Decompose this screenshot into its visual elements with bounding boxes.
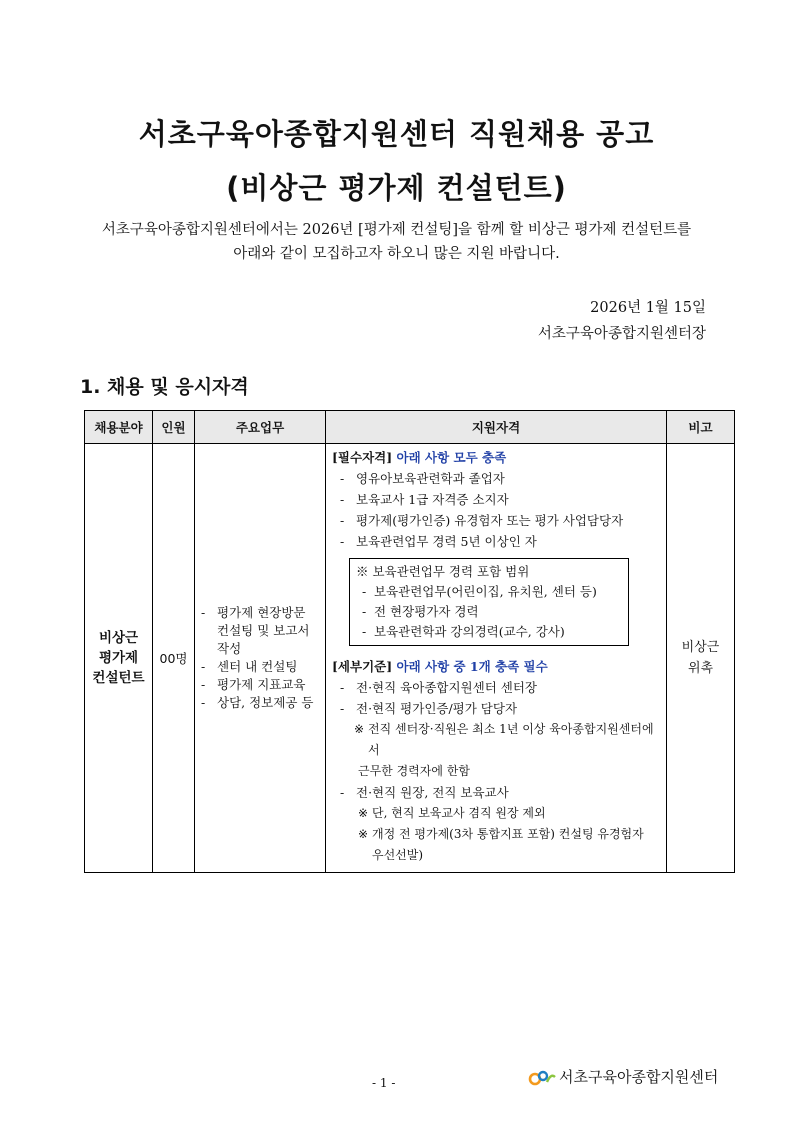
cell-field: [85, 444, 153, 873]
experience-scope-box: [349, 558, 629, 646]
cell-duties: [195, 444, 326, 873]
intro-line: 서초구육아종합지원센터에서는 2026년 [평가제 컨설팅]을 함께 할 비상근 평가제 컨설턴트를: [101, 222, 692, 238]
footer-org-name: 서초구육아종합지원센터: [559, 1068, 719, 1086]
note-line: 위촉: [687, 661, 714, 676]
list-item: - 전·현직 평가인증/평가 담당자: [340, 701, 518, 716]
cell-count: 00명: [153, 444, 195, 873]
table-header-row: [85, 411, 735, 444]
list-item: - 보육관련업무 경력 5년 이상인 자: [340, 534, 537, 549]
header-field: 채용분야: [85, 411, 153, 444]
duty-item: - 상담, 정보제공 등: [201, 695, 314, 710]
signer: 서초구육아종합지원센터장: [537, 326, 706, 342]
page-number: - 1 -: [372, 1076, 396, 1090]
announcement-date: 2026년 1월 15일: [590, 300, 706, 316]
duty-item: - 센터 내 컨설팅: [201, 659, 298, 674]
header-qualifications: 지원자격: [326, 411, 667, 444]
list-item: - 전 현장평가자 경력: [362, 604, 479, 619]
field-line: 컨설턴트: [92, 670, 145, 686]
header-count: 인원: [153, 411, 195, 444]
required-heading: [필수자격] 아래 사항 모두 충족: [332, 450, 507, 465]
field-line: 비상근: [98, 630, 139, 646]
list-item: - 보육관련학과 강의경력(교수, 강사): [362, 624, 565, 639]
table-row: [85, 444, 735, 873]
duty-item: - 평가제 현장방문 컨설팅 및 보고서 작성: [201, 605, 310, 656]
section-title: 1. 채용 및 응시자격: [80, 376, 249, 398]
footnote: ※ 개정 전 평가제(3차 통합지표 포함) 컨설팅 유경험자 우선선발): [358, 827, 644, 862]
box-heading: ※ 보육관련업무 경력 포함 범위: [356, 564, 530, 579]
page-subtitle: (비상근 평가제 컨설턴트): [226, 171, 567, 205]
list-item: - 평가제(평가인증) 유경험자 또는 평가 사업담당자: [340, 513, 624, 528]
detail-heading: [세부기준] 아래 사항 중 1개 충족 필수: [332, 659, 548, 674]
footer-logo: [528, 1066, 718, 1087]
seocho-childcare-logo-icon: [528, 1067, 556, 1087]
recruitment-table: [84, 410, 735, 873]
field-line: 평가제: [98, 650, 139, 666]
footnote: ※ 단, 현직 보육교사 겸직 원장 제외: [358, 806, 546, 820]
list-item: - 보육관련업무(어린이집, 유치원, 센터 등): [362, 584, 597, 599]
list-item: - 보육교사 1급 자격증 소지자: [340, 492, 509, 507]
intro-line: 아래와 같이 모집하고자 하오니 많은 지원 바랍니다.: [233, 246, 560, 262]
footnote: ※ 전직 센터장·직원은 최소 1년 이상 육아종합지원센터에서 근무한 경력자에 한함: [354, 722, 654, 778]
duty-item: - 평가제 지표교육: [201, 677, 306, 692]
note-line: 비상근: [681, 640, 720, 655]
header-duties: 주요업무: [195, 411, 326, 444]
list-item: - 영유아보육관련학과 졸업자: [340, 471, 505, 486]
intro-paragraph: [60, 218, 733, 266]
page-title: 서초구육아종합지원센터 직원채용 공고: [138, 117, 655, 151]
header-note: 비고: [667, 411, 735, 444]
cell-note: [667, 444, 735, 873]
list-item: - 전·현직 원장, 전직 보육교사: [340, 785, 509, 800]
list-item: - 전·현직 육아종합지원센터 센터장: [340, 680, 537, 695]
cell-qualifications: [326, 444, 667, 873]
